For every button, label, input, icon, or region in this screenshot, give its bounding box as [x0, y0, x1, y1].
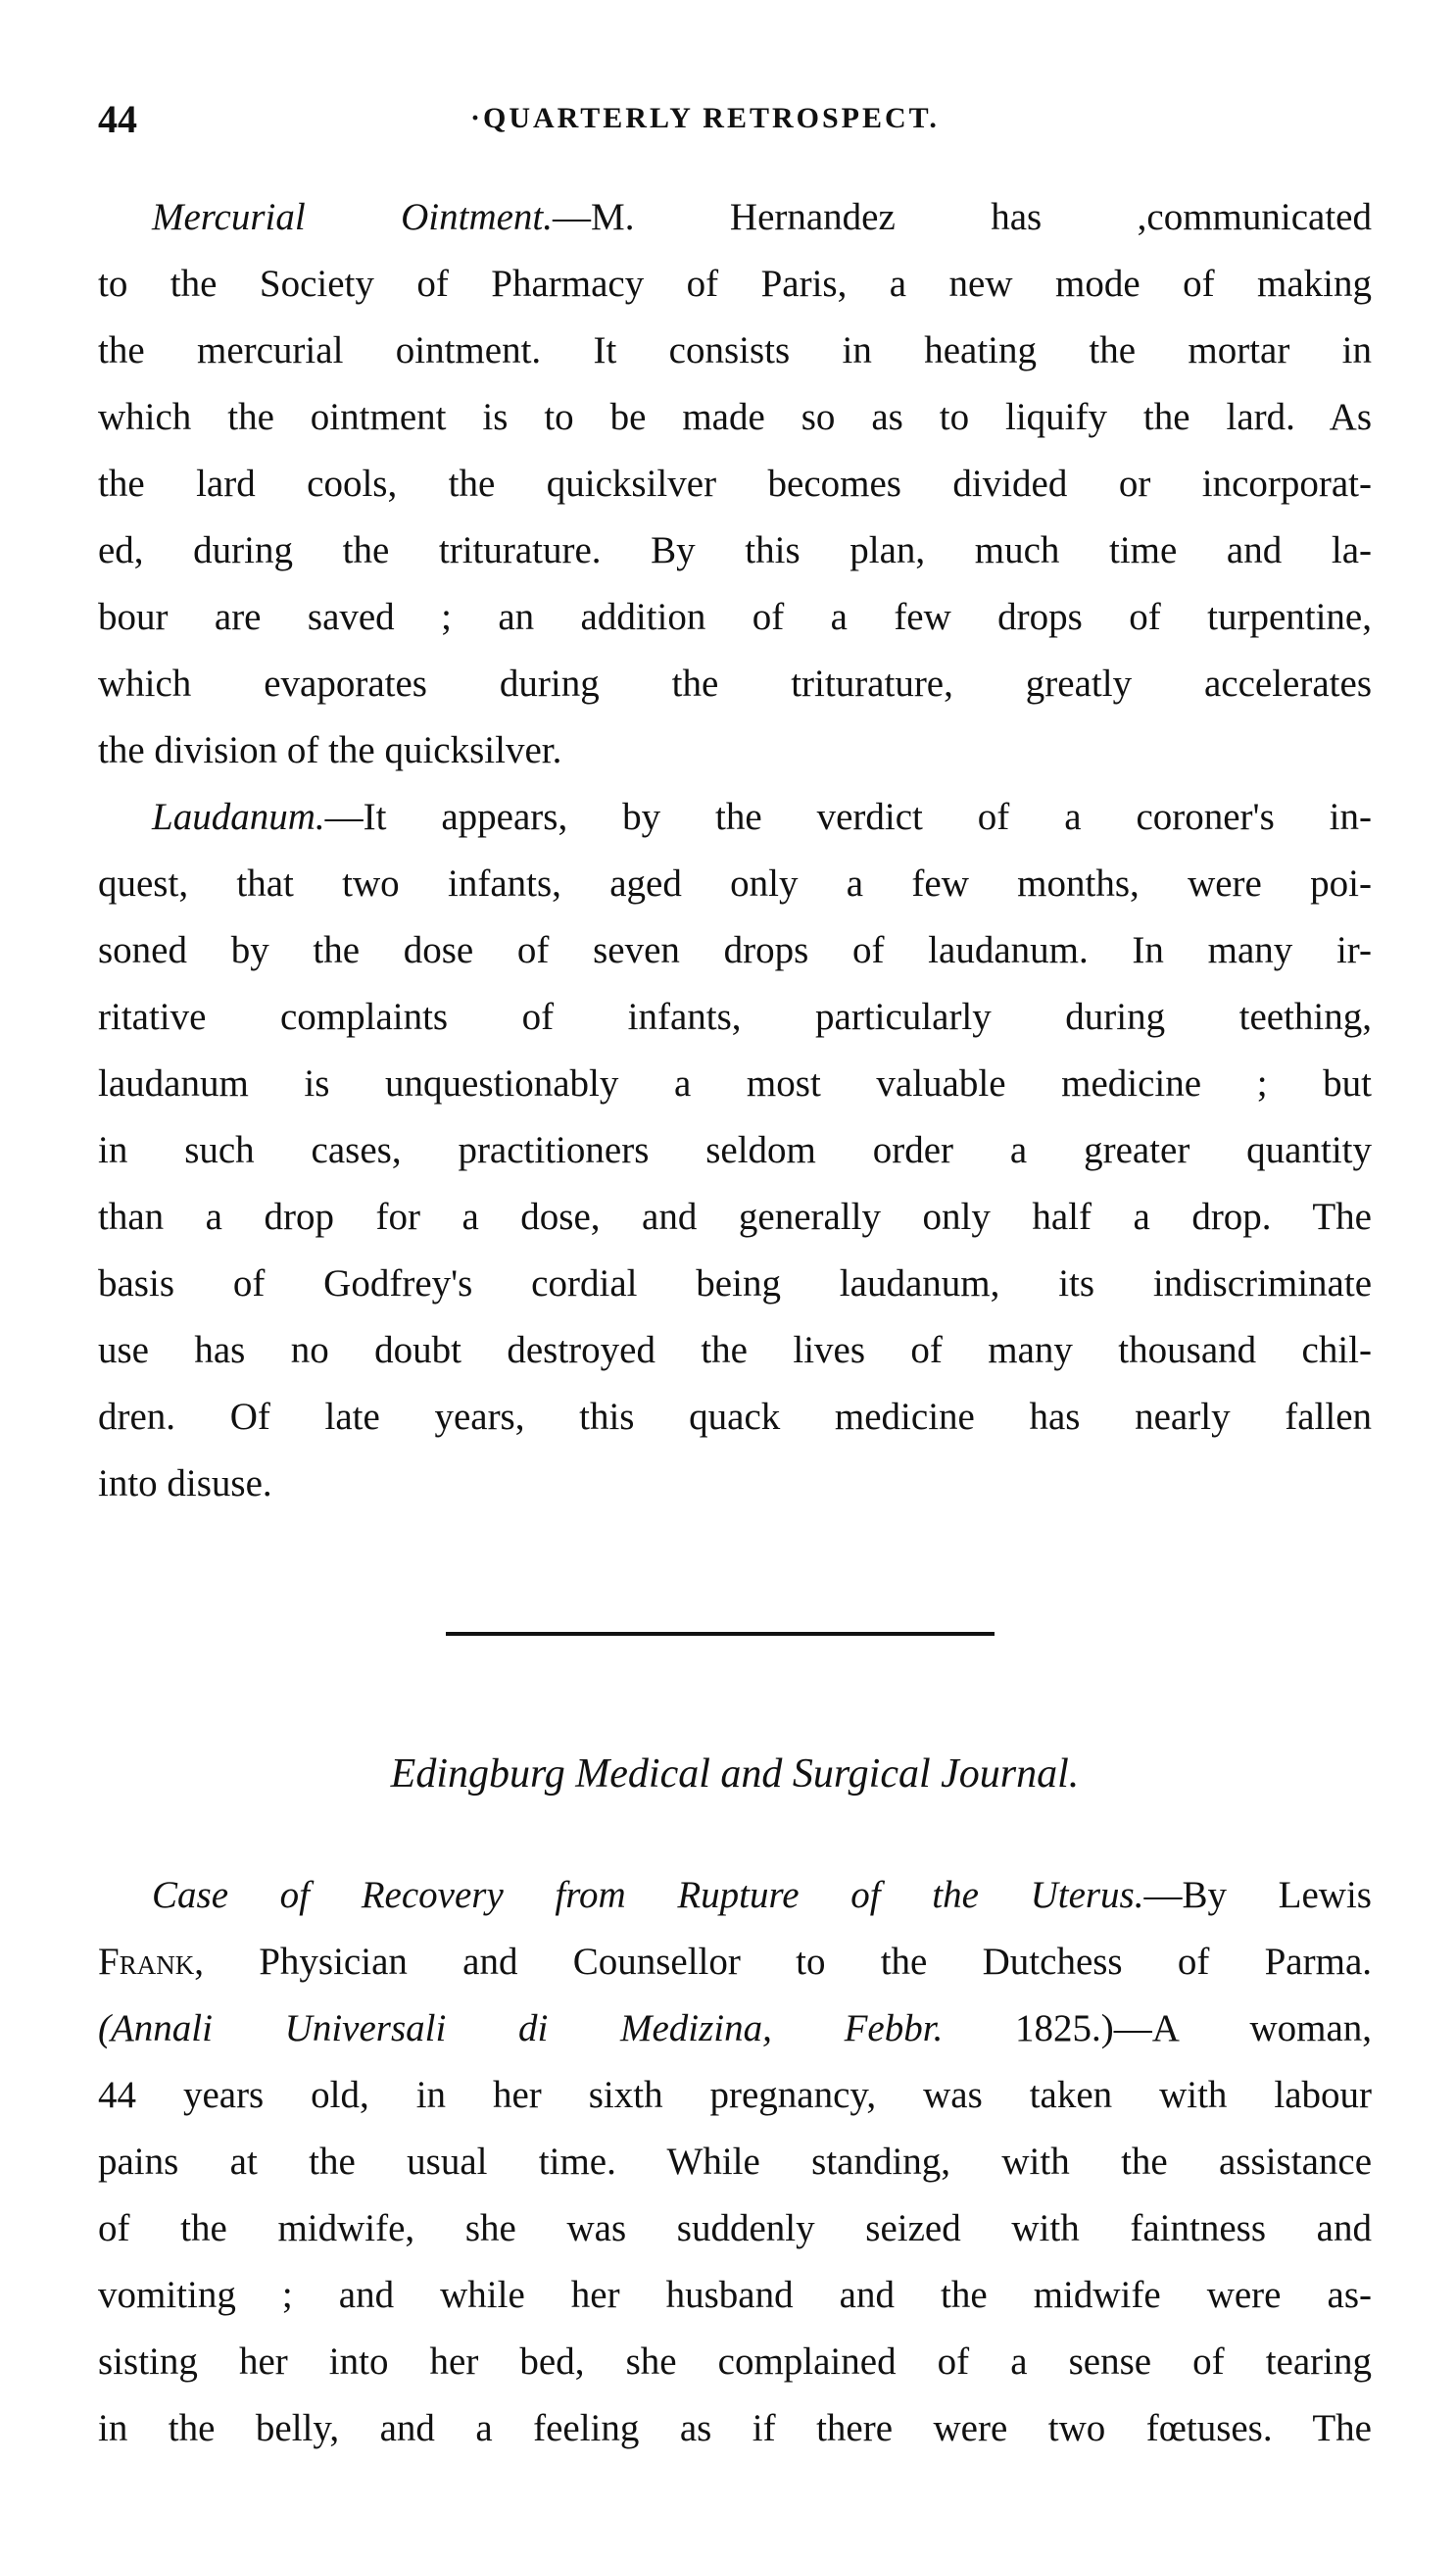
paragraph-line: Case of Recovery from Rupture of the Uterus.—By Lewis: [152, 1874, 1372, 1916]
citation: (Annali Universali di Medizina, Febbr.: [98, 2007, 944, 2049]
paragraph-line: in such cases, practitioners seldom order a greater quantity: [98, 1129, 1372, 1171]
running-head: [98, 96, 1372, 155]
author-name: Frank: [98, 1941, 195, 1983]
page-number: 44: [98, 97, 137, 141]
paragraph-line: ritative complaints of infants, particularly during teething,: [98, 996, 1372, 1038]
paragraph-line: laudanum is unquestionably a most valuable medicine ; but: [98, 1062, 1372, 1105]
paragraph-line: 44 years old, in her sixth pregnancy, was taken with labour: [98, 2074, 1372, 2116]
paragraph-line: which evaporates during the triturature, greatly accelerates: [98, 663, 1372, 705]
section-heading: Edingburg Medical and Surgical Journal.: [390, 1751, 1080, 1797]
paragraph-lead-title: Mercurial Ointment.: [152, 196, 554, 238]
section-divider: [446, 1632, 995, 1636]
paragraph-line: to the Society of Pharmacy of Paris, a new mode of making: [98, 263, 1372, 305]
paragraph-line: Laudanum.—It appears, by the verdict of a coroner's in-: [152, 796, 1372, 838]
paragraph-mercurial-ointment: [98, 184, 1372, 784]
paragraph-line: bour are saved ; an addition of a few drops of turpentine,: [98, 596, 1372, 638]
running-title: ·QUARTERLY RETROSPECT.: [470, 102, 940, 134]
paragraph-line: dren. Of late years, this quack medicine has nearly fallen: [98, 1396, 1372, 1438]
paragraph-line: ed, during the triturature. By this plan, much time and la-: [98, 529, 1372, 571]
paragraph-line: (Annali Universali di Medizina, Febbr. 1825.)—A woman,: [98, 2007, 1372, 2049]
paragraph-lead-title: Laudanum.: [152, 796, 325, 838]
paragraph-laudanum: [98, 784, 1372, 1517]
paragraph-line: basis of Godfrey's cordial being laudanum, its indiscriminate: [98, 1262, 1372, 1305]
paragraph-line: the lard cools, the quicksilver becomes divided or incorporat-: [98, 463, 1372, 505]
paragraph-line: which the ointment is to be made so as to liquify the lard. As: [98, 396, 1372, 438]
paragraph-line: in the belly, and a feeling as if there were two fœtuses. The: [98, 2407, 1372, 2449]
paragraph-lead-title: Case of Recovery from Rupture of the Uterus.: [152, 1874, 1144, 1916]
paragraph-line: soned by the dose of seven drops of laudanum. In many ir-: [98, 929, 1372, 971]
paragraph-line: the division of the quicksilver.: [98, 729, 562, 771]
paragraph-line: of the midwife, she was suddenly seized with faintness and: [98, 2207, 1372, 2249]
paragraph-line: Mercurial Ointment.—M. Hernandez has ,communicated: [152, 196, 1372, 238]
paragraph-line: into disuse.: [98, 1462, 272, 1504]
paragraph-line: the mercurial ointment. It consists in heating the mortar in: [98, 329, 1372, 371]
paragraph-uterus-case: [98, 1862, 1372, 2462]
paragraph-line: pains at the usual time. While standing, with the assistance: [98, 2141, 1372, 2183]
paragraph-line: Frank, Physician and Counsellor to the Dutchess of Parma.: [98, 1941, 1372, 1983]
paragraph-line: quest, that two infants, aged only a few months, were poi-: [98, 862, 1372, 905]
paragraph-line: use has no doubt destroyed the lives of many thousand chil-: [98, 1329, 1372, 1371]
paragraph-line: sisting her into her bed, she complained of a sense of tearing: [98, 2340, 1372, 2383]
paragraph-line: than a drop for a dose, and generally only half a drop. The: [98, 1196, 1372, 1238]
paragraph-line: vomiting ; and while her husband and the midwife were as-: [98, 2274, 1372, 2316]
